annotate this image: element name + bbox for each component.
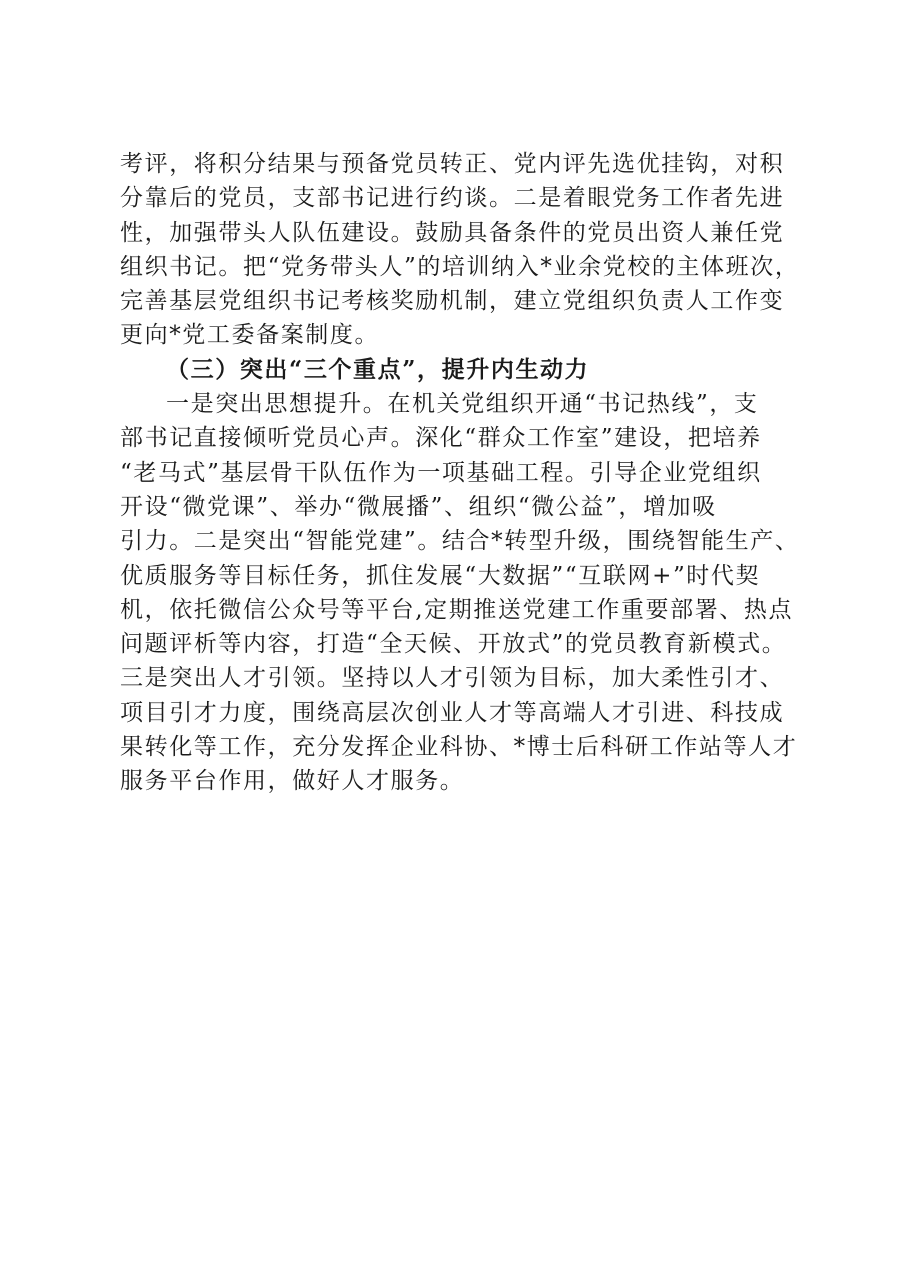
paragraph-line: 引力。二是突出“智能党建”。结合*转型升级，围绕智能生产、 xyxy=(120,528,800,555)
paragraph-line: 完善基层党组织书记考核奖励机制，建立党组织负责人工作变 xyxy=(120,288,785,315)
paragraph-line: 考评，将积分结果与预备党员转正、党内评先选优挂钩，对积 xyxy=(120,151,785,177)
paragraph-line: “老马式”基层骨干队伍作为一项基础工程。引导企业党组织 xyxy=(120,459,762,486)
paragraph-line: 项目引才力度，围绕高层次创业人才等高端人才引进、科技成 xyxy=(120,699,785,726)
paragraph-line: 一是突出思想提升。在机关党组织开通“书记热线”，支 xyxy=(166,391,759,418)
paragraph-line: 开设“微党课”、举办“微展播”、组织“微公益”，增加吸 xyxy=(120,493,717,520)
paragraph-line: 服务平台作用，做好人才服务。 xyxy=(120,768,465,795)
paragraph-line: 问题评析等内容，打造“全天候、开放式”的党员教育新模式。 xyxy=(120,631,787,658)
paragraph-line: 部书记直接倾听党员心声。深化“群众工作室”建设，把培养 xyxy=(120,425,762,452)
paragraph-line: 机，依托微信公众号等平台,定期推送党建工作重要部署、热点 xyxy=(120,596,794,623)
paragraph-line: 果转化等工作，充分发挥企业科协、*博士后科研工作站等人才 xyxy=(120,734,798,761)
paragraph-line: 三是突出人才引领。坚持以人才引领为目标，加大柔性引才、 xyxy=(120,665,785,692)
document-body xyxy=(120,147,810,799)
section-heading: （三）突出“三个重点”，提升内生动力 xyxy=(166,355,590,383)
paragraph-line: 组织书记。把“党务带头人”的培训纳入*业余党校的主体班次， xyxy=(120,253,800,280)
paragraph-line: 性，加强带头人队伍建设。鼓励具备条件的党员出资人兼任党 xyxy=(120,219,785,246)
paragraph-line: 优质服务等目标任务，抓住发展“大数据”“互联网+”时代契 xyxy=(120,562,761,589)
paragraph-line: 分靠后的党员，支部书记进行约谈。二是着眼党务工作者先进 xyxy=(120,185,785,212)
paragraph-line: 更向*党工委备案制度。 xyxy=(120,322,380,349)
